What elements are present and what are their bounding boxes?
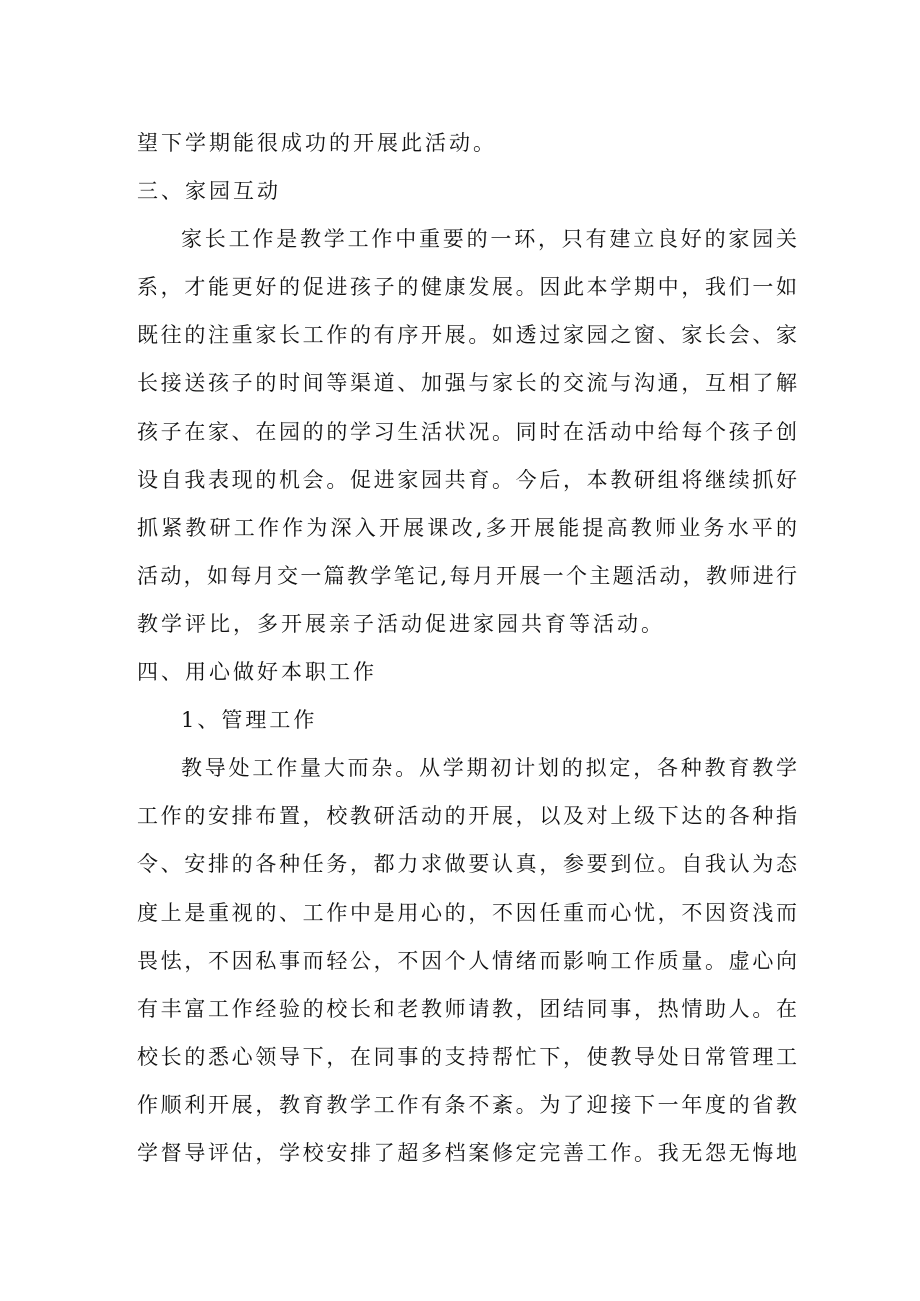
subsection-heading: 1、管理工作	[181, 708, 318, 733]
paragraph-line: 活动，如每月交一篇教学笔记,每月开展一个主题活动，教师进行	[137, 563, 797, 588]
paragraph-line: 望下学期能很成功的开展此活动。	[137, 131, 497, 155]
paragraph-line: 畏怯，不因私事而轻公，不因个人情绪而影响工作质量。虚心向	[137, 948, 797, 973]
paragraph-line: 教学评比，多开展亲子活动促进家园共育等活动。	[137, 611, 665, 636]
paragraph-line: 抓紧教研工作作为深入开展课改,多开展能提高教师业务水平的	[137, 515, 797, 540]
paragraph-line: 既往的注重家长工作的有序开展。如透过家园之窗、家长会、家	[137, 323, 797, 348]
paragraph-line: 设自我表现的机会。促进家园共育。今后，本教研组将继续抓好	[137, 467, 797, 492]
section-heading: 三、家园互动	[137, 179, 281, 204]
section-heading: 四、用心做好本职工作	[137, 660, 377, 685]
paragraph-line: 长接送孩子的时间等渠道、加强与家长的交流与沟通，互相了解	[137, 371, 797, 396]
paragraph-line: 孩子在家、在园的的学习生活状况。同时在活动中给每个孩子创	[137, 419, 797, 444]
paragraph-line: 工作的安排布置，校教研活动的开展，以及对上级下达的各种指	[137, 804, 797, 829]
paragraph-first-line: 家长工作是教学工作中重要的一环，只有建立良好的家园关	[181, 227, 797, 252]
document-body	[137, 119, 797, 1177]
paragraph-line: 度上是重视的、工作中是用心的，不因任重而心忧，不因资浅而	[137, 900, 797, 925]
paragraph-first-line: 教导处工作量大而杂。从学期初计划的拟定，各种教育教学	[181, 756, 797, 781]
paragraph-line: 系，才能更好的促进孩子的健康发展。因此本学期中，我们一如	[137, 275, 797, 300]
paragraph-line: 令、安排的各种任务，都力求做要认真，参要到位。自我认为态	[137, 852, 797, 877]
paragraph-line: 学督导评估，学校安排了超多档案修定完善工作。我无怨无悔地	[137, 1140, 797, 1165]
paragraph-line: 作顺利开展，教育教学工作有条不紊。为了迎接下一年度的省教	[137, 1092, 797, 1117]
paragraph-line: 校长的悉心领导下，在同事的支持帮忙下，使教导处日常管理工	[137, 1044, 797, 1069]
paragraph-line: 有丰富工作经验的校长和老教师请教，团结同事，热情助人。在	[137, 996, 797, 1021]
